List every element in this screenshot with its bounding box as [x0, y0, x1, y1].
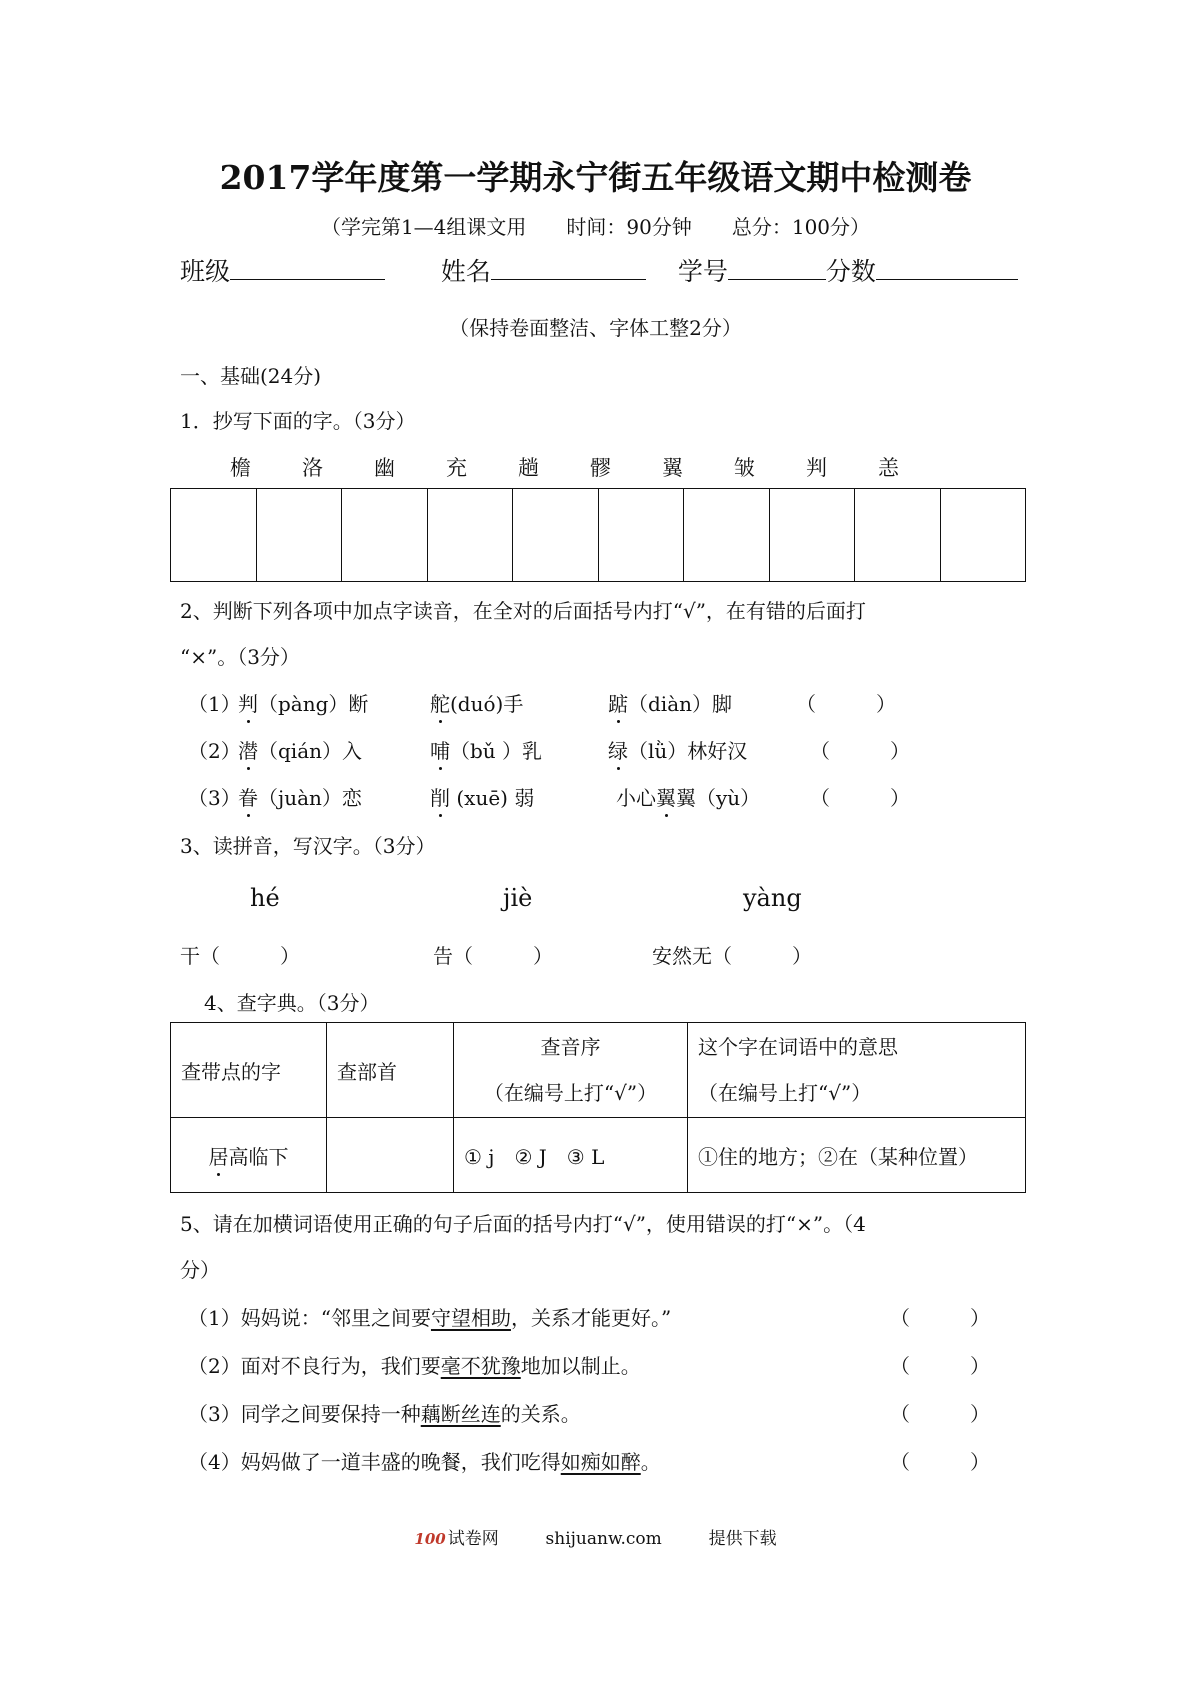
pinyin-word: （qián）入 — [258, 739, 363, 763]
header-line: （在编号上打“√”） — [698, 1081, 872, 1105]
q5-item — [188, 1302, 671, 1331]
dotted-char: 舵 — [430, 692, 450, 716]
q3-pinyin: hé — [250, 884, 280, 912]
q5-title-line1: 5、请在加横词语使用正确的句子后面的括号内打“√”，使用错误的打“×”。（4 — [180, 1212, 866, 1236]
pinyin-word: （pàng）断 — [258, 692, 369, 716]
provide-download-text: 提供下载 — [708, 1529, 777, 1549]
dotted-char: 踮 — [608, 692, 628, 716]
q3-pinyin: yàng — [743, 884, 802, 912]
q5-item — [188, 1350, 641, 1379]
dictionary-table — [170, 1022, 1026, 1193]
site-name: 试卷网 — [447, 1529, 499, 1549]
answer-parens[interactable]: （ ） — [810, 786, 910, 810]
item-number: （1） — [188, 692, 241, 716]
q1-char: 充 — [446, 456, 467, 480]
q1-char: 髎 — [590, 456, 611, 480]
header-line: （在编号上打“√”） — [483, 1081, 658, 1105]
writing-box[interactable] — [513, 489, 599, 581]
item-text: 地加以制止。 — [520, 1354, 641, 1378]
q2-title-line2: “×”。（3分） — [180, 645, 300, 669]
q3-word-blank[interactable]: 安然无（ ） — [652, 944, 812, 968]
table-row — [171, 1118, 1026, 1193]
writing-box[interactable] — [171, 489, 257, 581]
q1-char: 判 — [806, 456, 827, 480]
neatness-note: （保持卷面整洁、字体工整2分） — [449, 316, 742, 340]
dotted-char: 潜 — [238, 739, 258, 763]
student-id-label: 学号 — [677, 257, 728, 286]
q5-item — [188, 1446, 661, 1475]
header-line: 查音序 — [540, 1035, 601, 1059]
exam-subtitle: （学完第1—4组课文用 时间：90分钟 总分：100分） — [320, 215, 871, 239]
item-text: 。 — [640, 1450, 661, 1474]
writing-box[interactable] — [257, 489, 343, 581]
item-text: （2）面对不良行为，我们要 — [188, 1354, 441, 1378]
underlined-phrase: 藕断丝连 — [420, 1402, 501, 1426]
section-heading: 一、基础(24分) — [180, 364, 322, 388]
pinyin-word: (xuē) 弱 — [450, 786, 535, 810]
pinyin-word: 翼（yù） — [676, 786, 761, 810]
student-info-row — [180, 252, 1018, 288]
meaning-options-cell[interactable]: ①住的地方；②在（某种位置） — [688, 1118, 1026, 1193]
q3-pinyin: jiè — [503, 884, 533, 912]
dotted-char: 绿 — [608, 739, 628, 763]
table-cell — [171, 1118, 327, 1193]
radical-answer-cell[interactable] — [327, 1118, 454, 1193]
item-number: （3） — [188, 786, 241, 810]
q1-chars-row — [230, 452, 950, 482]
item-text: ，关系才能更好。” — [510, 1306, 672, 1330]
q2-title-line1: 2、判断下列各项中加点字读音，在全对的后面括号内打“√”，在有错的后面打 — [180, 599, 866, 623]
q1-title: 1．抄写下面的字。（3分） — [180, 409, 416, 433]
answer-parens[interactable]: （ ） — [796, 692, 896, 716]
q3-word-blank[interactable]: 告（ ） — [433, 944, 553, 968]
q1-char: 洛 — [302, 456, 323, 480]
answer-parens[interactable]: （ ） — [890, 1306, 990, 1330]
q4-title: 4、查字典。（3分） — [204, 991, 380, 1015]
name-blank[interactable] — [491, 257, 646, 280]
writing-box[interactable] — [770, 489, 856, 581]
q1-char: 恙 — [878, 456, 899, 480]
item-text: 的关系。 — [500, 1402, 581, 1426]
dotted-char: 眷 — [238, 786, 258, 810]
table-header: 查部首 — [327, 1023, 454, 1118]
pinyin-word: （bǔ ）乳 — [450, 739, 543, 763]
pinyin-word: (duó)手 — [450, 692, 524, 716]
score-blank[interactable] — [876, 257, 1018, 280]
writing-box[interactable] — [855, 489, 941, 581]
plain-text: 小心 — [616, 786, 656, 810]
q5-title-line2: 分） — [180, 1258, 220, 1282]
page-footer — [0, 1524, 1191, 1549]
header-line: 这个字在词语中的意思 — [698, 1035, 898, 1059]
dotted-char: 居 — [208, 1144, 229, 1169]
answer-parens[interactable]: （ ） — [890, 1450, 990, 1474]
site-logo: 100 — [414, 1530, 446, 1548]
writing-box[interactable] — [342, 489, 428, 581]
site-domain-link[interactable]: shijuanw.com — [545, 1529, 662, 1549]
underlined-phrase: 守望相助 — [430, 1306, 511, 1330]
q1-char: 翼 — [662, 456, 683, 480]
q5-item — [188, 1398, 581, 1427]
writing-box[interactable] — [428, 489, 514, 581]
q3-word-blank[interactable]: 干（ ） — [180, 944, 300, 968]
underlined-phrase: 毫不犹豫 — [440, 1354, 521, 1378]
dotted-char: 哺 — [430, 739, 450, 763]
pinyin-word: （diàn）脚 — [628, 692, 733, 716]
name-label: 姓名 — [440, 257, 491, 286]
student-id-blank[interactable] — [728, 257, 826, 280]
page-title: 2017学年度第一学期永宁街五年级语文期中检测卷 — [219, 158, 972, 197]
dotted-char: 翼 — [656, 786, 676, 810]
q1-char: 皱 — [734, 456, 755, 480]
writing-box[interactable] — [941, 489, 1026, 581]
writing-box[interactable] — [599, 489, 685, 581]
writing-box[interactable] — [684, 489, 770, 581]
dotted-char: 削 — [430, 786, 450, 810]
dotted-char: 判 — [238, 692, 258, 716]
table-header — [454, 1023, 688, 1118]
pinyin-word: （juàn）恋 — [258, 786, 362, 810]
table-header: 查带点的字 — [171, 1023, 327, 1118]
class-blank[interactable] — [230, 257, 385, 280]
pinyin-word: （lǜ）林好汉 — [628, 739, 748, 763]
item-text: （3）同学之间要保持一种 — [188, 1402, 421, 1426]
score-label: 分数 — [825, 257, 876, 286]
table-header — [688, 1023, 1026, 1118]
table-header-row — [171, 1023, 1026, 1118]
answer-parens[interactable]: （ ） — [810, 739, 910, 763]
answer-parens[interactable]: （ ） — [890, 1354, 990, 1378]
q3-title: 3、读拼音，写汉字。（3分） — [180, 834, 436, 858]
underlined-phrase: 如痴如醉 — [560, 1450, 641, 1474]
q1-char: 檐 — [230, 456, 251, 480]
answer-parens[interactable]: （ ） — [890, 1402, 990, 1426]
q1-writing-grid — [170, 488, 1026, 582]
item-number: （2） — [188, 739, 241, 763]
pinyin-options-cell[interactable]: ① j ② J ③ L — [454, 1118, 688, 1193]
item-text: （1）妈妈说：“邻里之间要 — [188, 1306, 431, 1330]
item-text: （4）妈妈做了一道丰盛的晚餐，我们吃得 — [188, 1450, 561, 1474]
word-text: 高临下 — [228, 1144, 289, 1169]
class-label: 班级 — [180, 257, 231, 286]
q1-char: 幽 — [374, 456, 395, 480]
q1-char: 趟 — [518, 456, 539, 480]
